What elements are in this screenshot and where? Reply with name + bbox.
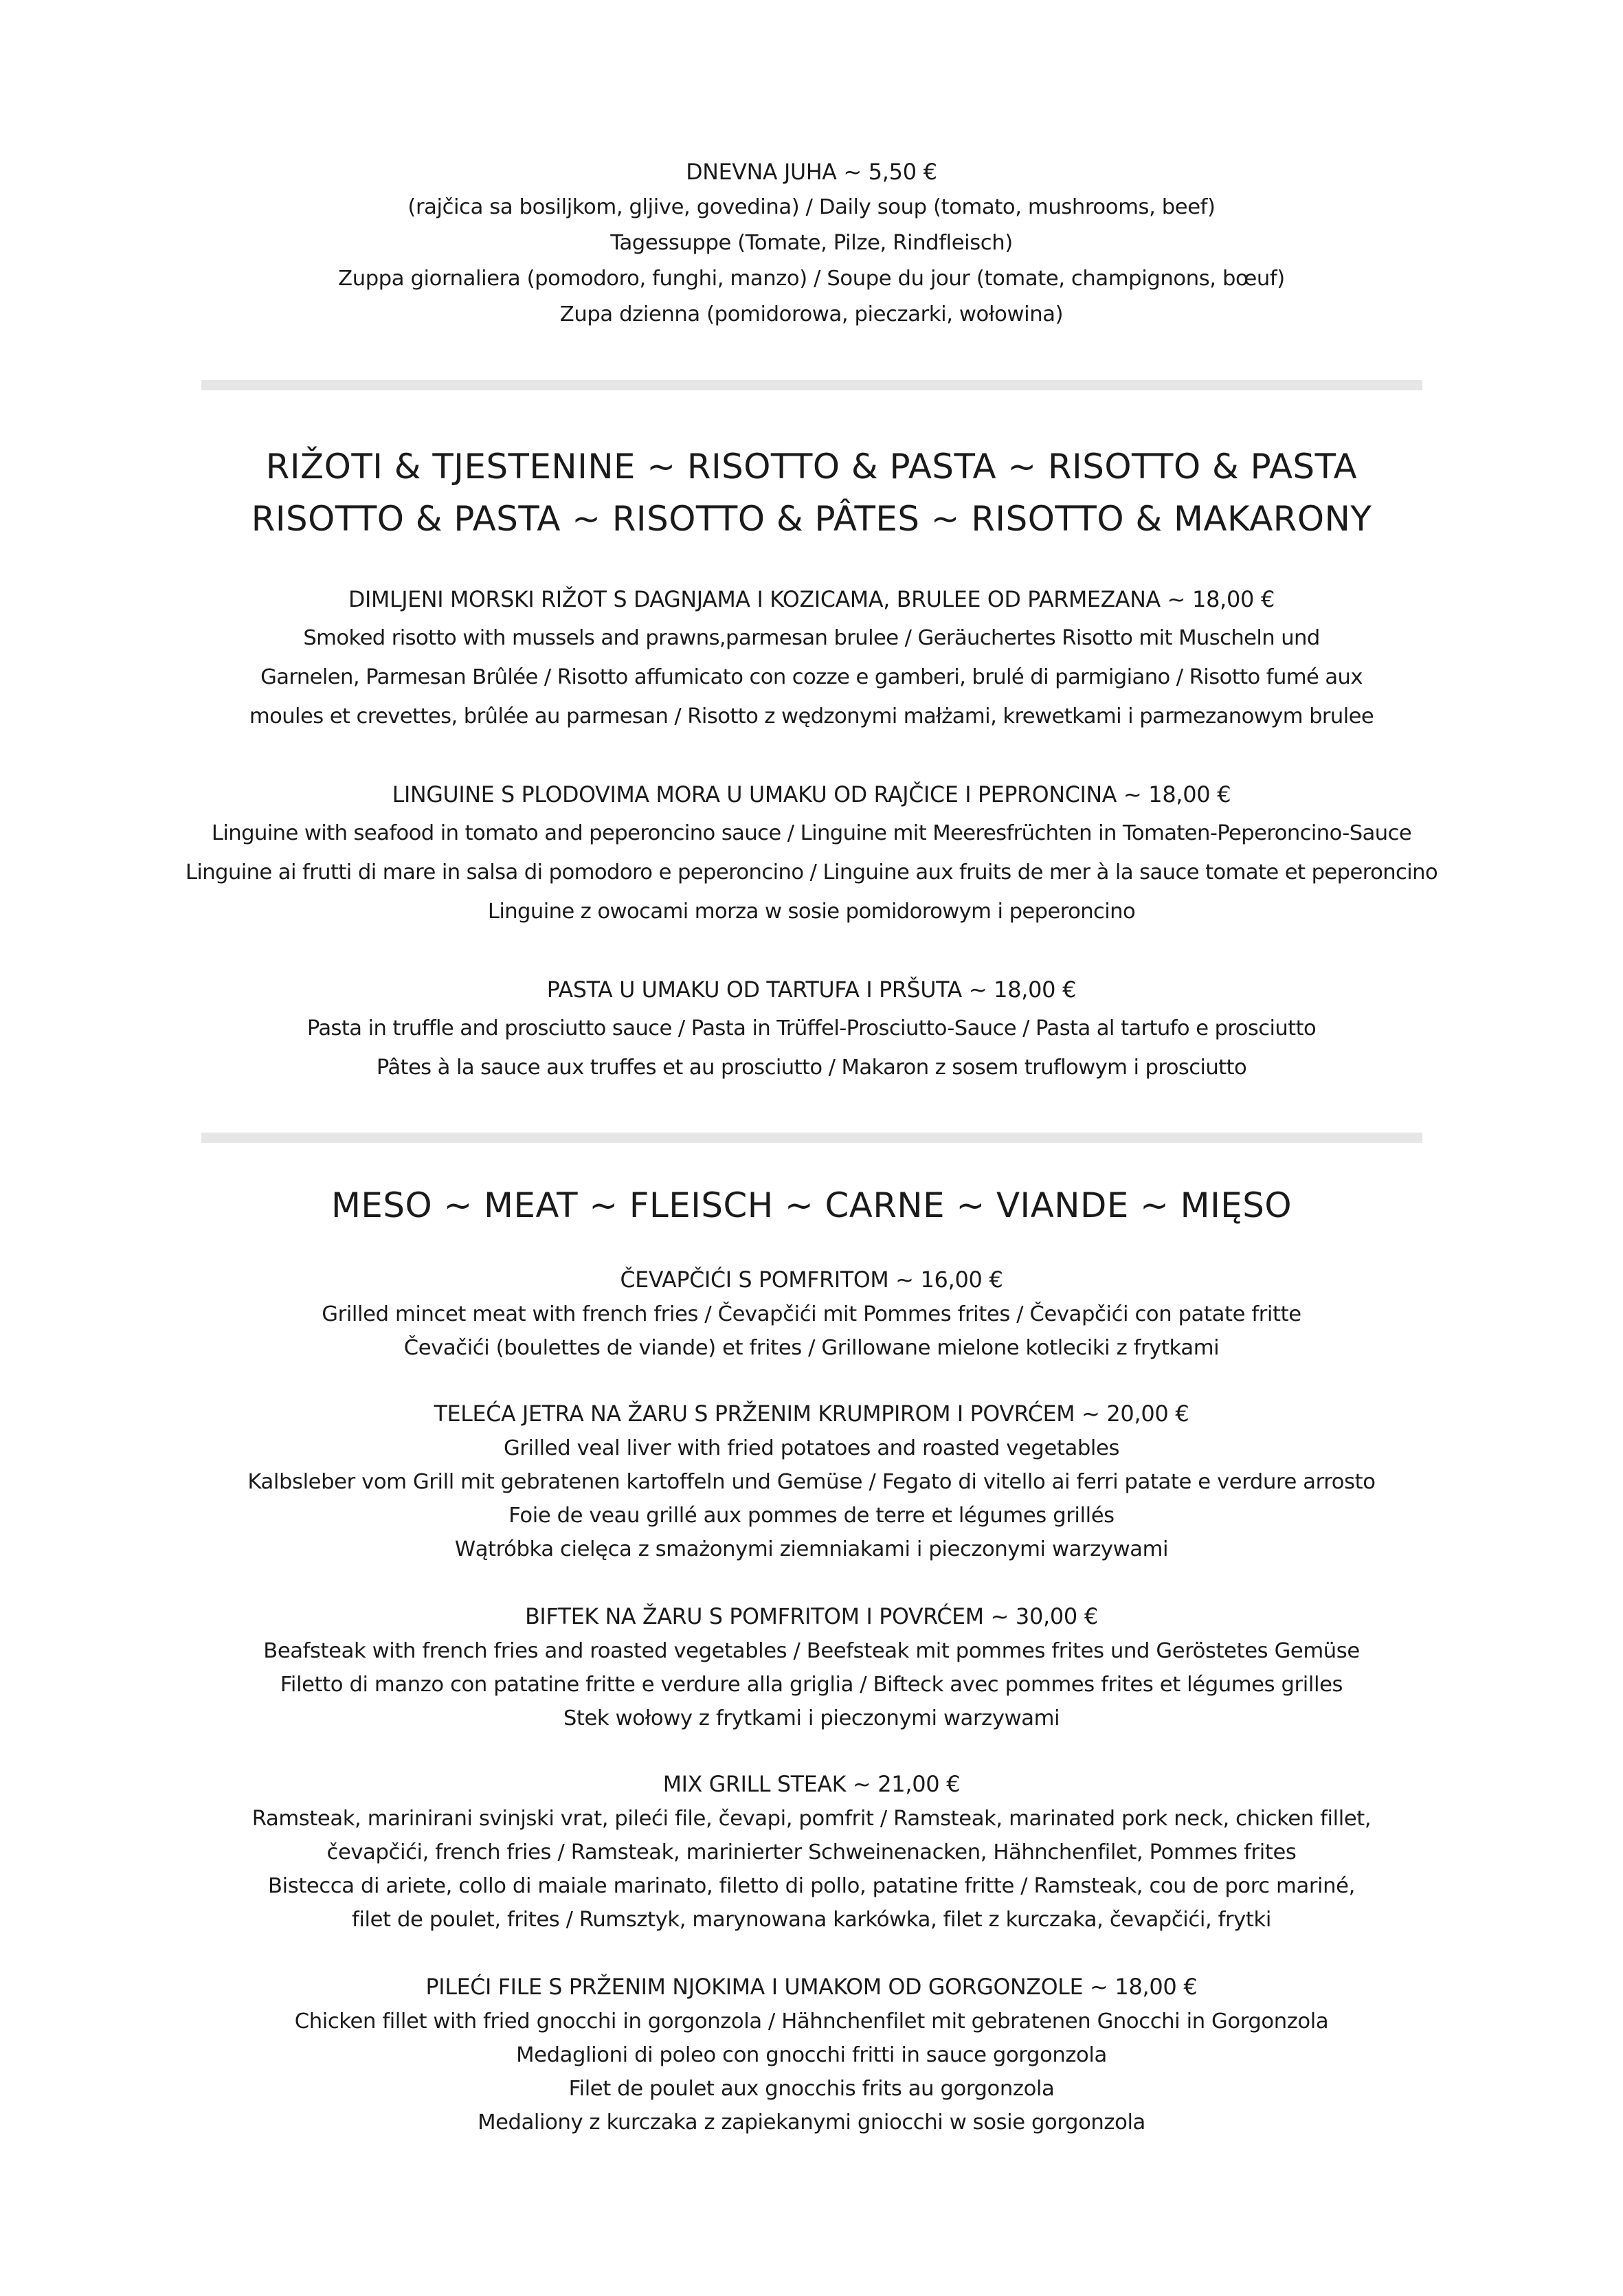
item-description-line: Pâtes à la sauce aux truffes et au prosciutto / Makaron z sosem truflowym i prosciutto xyxy=(376,1056,1247,1080)
item-description-line: Linguine z owocami morza w sosie pomidorowym i peperoncino xyxy=(487,900,1136,924)
menu-item-truffle-pasta xyxy=(0,971,1623,1087)
item-price: ~ 18,00 € xyxy=(968,977,1077,1003)
item-description-line: Stek wołowy z frytkami i pieczonymi warzywami xyxy=(563,1706,1060,1730)
item-description-line: čevapčići, french fries / Ramsteak, marinierter Schweinenacken, Hähnchenfilet, Pommes frites xyxy=(326,1840,1297,1864)
item-name: DIMLJENI MORSKI RIŽOT S DAGNJAMA I KOZICAMA, BRULEE OD PARMEZANA xyxy=(348,588,1161,612)
item-title xyxy=(0,1970,1623,2005)
item-title xyxy=(0,155,1623,190)
item-description-line: Foie de veau grillé aux pommes de terre et légumes grillés xyxy=(508,1504,1115,1528)
item-name: ČEVAPČIĆI S POMFRITOM xyxy=(620,1268,889,1293)
item-description-line: Wątróbka cielęca z smażonymi ziemniakami i pieczonymi warzywami xyxy=(454,1537,1169,1561)
item-description-line: Linguine ai frutti di mare in salsa di pomodoro e peperoncino / Linguine aux fruits de mer à la sauce tomate et peperoncino xyxy=(185,860,1438,884)
menu-item-smoked-risotto xyxy=(0,581,1623,736)
item-name: PASTA U UMAKU OD TARTUFA I PRŠUTA xyxy=(546,978,962,1003)
item-name: DNEVNA JUHA xyxy=(686,160,837,185)
menu-item-chicken-fillet xyxy=(0,1970,1623,2139)
item-description-line: Ramsteak, marinirani svinjski vrat, pileći file, čevapi, pomfrit / Ramsteak, marinated pork neck, chicken fillet, xyxy=(251,1807,1372,1831)
menu-item-beefsteak xyxy=(0,1599,1623,1735)
section-title-line: RIŽOTI & TJESTENINE ~ RISOTTO & PASTA ~ RISOTTO & PASTA xyxy=(265,447,1358,487)
menu-item-veal-liver xyxy=(0,1396,1623,1566)
item-price: ~ 18,00 € xyxy=(1090,1974,1198,2000)
item-description-line: Kalbsleber vom Grill mit gebratenen kartoffeln und Gemüse / Fegato di vitello ai ferri patate e verdure arrosto xyxy=(247,1470,1376,1494)
section-heading-meat xyxy=(0,1179,1623,1231)
item-description-line: Garnelen, Parmesan Brûlée / Risotto affumicato con cozze e gamberi, brulé di parmigiano / Risotto fumé aux xyxy=(260,665,1363,689)
menu-item-cevapcici xyxy=(0,1262,1623,1365)
item-title xyxy=(0,1599,1623,1634)
item-price: ~ 18,00 € xyxy=(1123,781,1231,807)
item-description-line: Grilled mincet meat with french fries / Čevapčići mit Pommes frites / Čevapčići con patate fritte xyxy=(322,1302,1301,1326)
item-title xyxy=(0,581,1623,618)
item-title xyxy=(0,1396,1623,1431)
item-description-line: (rajčica sa bosiljkom, gljive, govedina) / Daily soup (tomato, mushrooms, beef) xyxy=(407,195,1216,219)
section-title-line: MESO ~ MEAT ~ FLEISCH ~ CARNE ~ VIANDE ~ MIĘSO xyxy=(331,1185,1292,1225)
item-description-line: filet de poulet, frites / Rumsztyk, marynowana karkówka, filet z kurczaka, čevapčići, frytki xyxy=(352,1908,1271,1932)
item-description-line: Grilled veal liver with fried potatoes and roasted vegetables xyxy=(503,1436,1120,1460)
menu-item-daily-soup xyxy=(0,155,1623,333)
item-description-line: Filetto di manzo con patatine fritte e verdure alla griglia / Bifteck avec pommes frites et légumes grilles xyxy=(280,1673,1343,1697)
item-price: ~ 21,00 € xyxy=(852,1771,961,1797)
section-heading-pasta xyxy=(0,441,1623,545)
item-description-line: Filet de poulet aux gnocchis frits au gorgonzola xyxy=(568,2077,1055,2101)
item-name: TELEĆA JETRA NA ŽARU S PRŽENIM KRUMPIROM I POVRĆEM xyxy=(434,1402,1075,1427)
item-description-line: Beafsteak with french fries and roasted vegetables / Beefsteak mit pommes frites und Geröstetes Gemüse xyxy=(263,1639,1360,1663)
item-description-line: Zuppa giornaliera (pomodoro, funghi, manzo) / Soupe du jour (tomate, champignons, bœuf) xyxy=(338,267,1285,291)
item-price: ~ 18,00 € xyxy=(1167,586,1275,612)
item-title xyxy=(0,776,1623,814)
section-divider xyxy=(201,380,1422,390)
item-description-line: Zupa dzienna (pomidorowa, pieczarki, wołowina) xyxy=(559,302,1064,326)
item-name: BIFTEK NA ŽARU S POMFRITOM I POVRĆEM xyxy=(525,1605,984,1629)
item-title xyxy=(0,1767,1623,1802)
item-description-line: Chicken fillet with fried gnocchi in gorgonzola / Hähnchenfilet mit gebratenen Gnocchi in Gorgonzola xyxy=(294,2009,1329,2033)
section-divider xyxy=(201,1133,1422,1143)
item-description-line: Smoked risotto with mussels and prawns,parmesan brulee / Geräuchertes Risotto mit Muscheln und xyxy=(303,626,1320,650)
item-description-line: Čevačići (boulettes de viande) et frites / Grillowane mielone kotleciki z frytkami xyxy=(403,1336,1220,1360)
item-price: ~ 5,50 € xyxy=(843,159,937,185)
item-description-line: Medaglioni di poleo con gnocchi fritti in sauce gorgonzola xyxy=(516,2043,1107,2067)
item-description-line: Medaliony z kurczaka z zapiekanymi gniocchi w sosie gorgonzola xyxy=(478,2110,1145,2135)
menu-item-seafood-linguine xyxy=(0,776,1623,931)
item-description-line: moules et crevettes, brûlée au parmesan / Risotto z wędzonymi małżami, krewetkami i parmezanowym brulee xyxy=(249,704,1374,728)
menu-item-mix-grill xyxy=(0,1767,1623,1937)
section-title-line: RISOTTO & PASTA ~ RISOTTO & PÂTES ~ RISOTTO & MAKARONY xyxy=(251,499,1372,539)
item-description-line: Pasta in truffle and prosciutto sauce / Pasta in Trüffel-Prosciutto-Sauce / Pasta al tartufo e prosciutto xyxy=(306,1016,1317,1040)
item-description-line: Bistecca di ariete, collo di maiale marinato, filetto di pollo, patatine fritte / Ramsteak, cou de porc mariné, xyxy=(268,1874,1355,1898)
item-price: ~ 16,00 € xyxy=(895,1267,1003,1293)
item-price: ~ 30,00 € xyxy=(990,1603,1098,1629)
item-name: LINGUINE S PLODOVIMA MORA U UMAKU OD RAJČICE I PEPRONCINA xyxy=(392,783,1117,807)
item-title xyxy=(0,1262,1623,1297)
item-description-line: Tagessuppe (Tomate, Pilze, Rindfleisch) xyxy=(610,231,1013,255)
item-description-line: Linguine with seafood in tomato and peperoncino sauce / Linguine mit Meeresfrüchten in Tomaten-Peperoncino-Sauce xyxy=(211,821,1412,845)
item-title xyxy=(0,971,1623,1009)
item-price: ~ 20,00 € xyxy=(1081,1401,1189,1427)
item-name: PILEĆI FILE S PRŽENIM NJOKIMA I UMAKOM OD GORGONZOLE xyxy=(425,1975,1084,2000)
item-name: MIX GRILL STEAK xyxy=(662,1772,847,1797)
